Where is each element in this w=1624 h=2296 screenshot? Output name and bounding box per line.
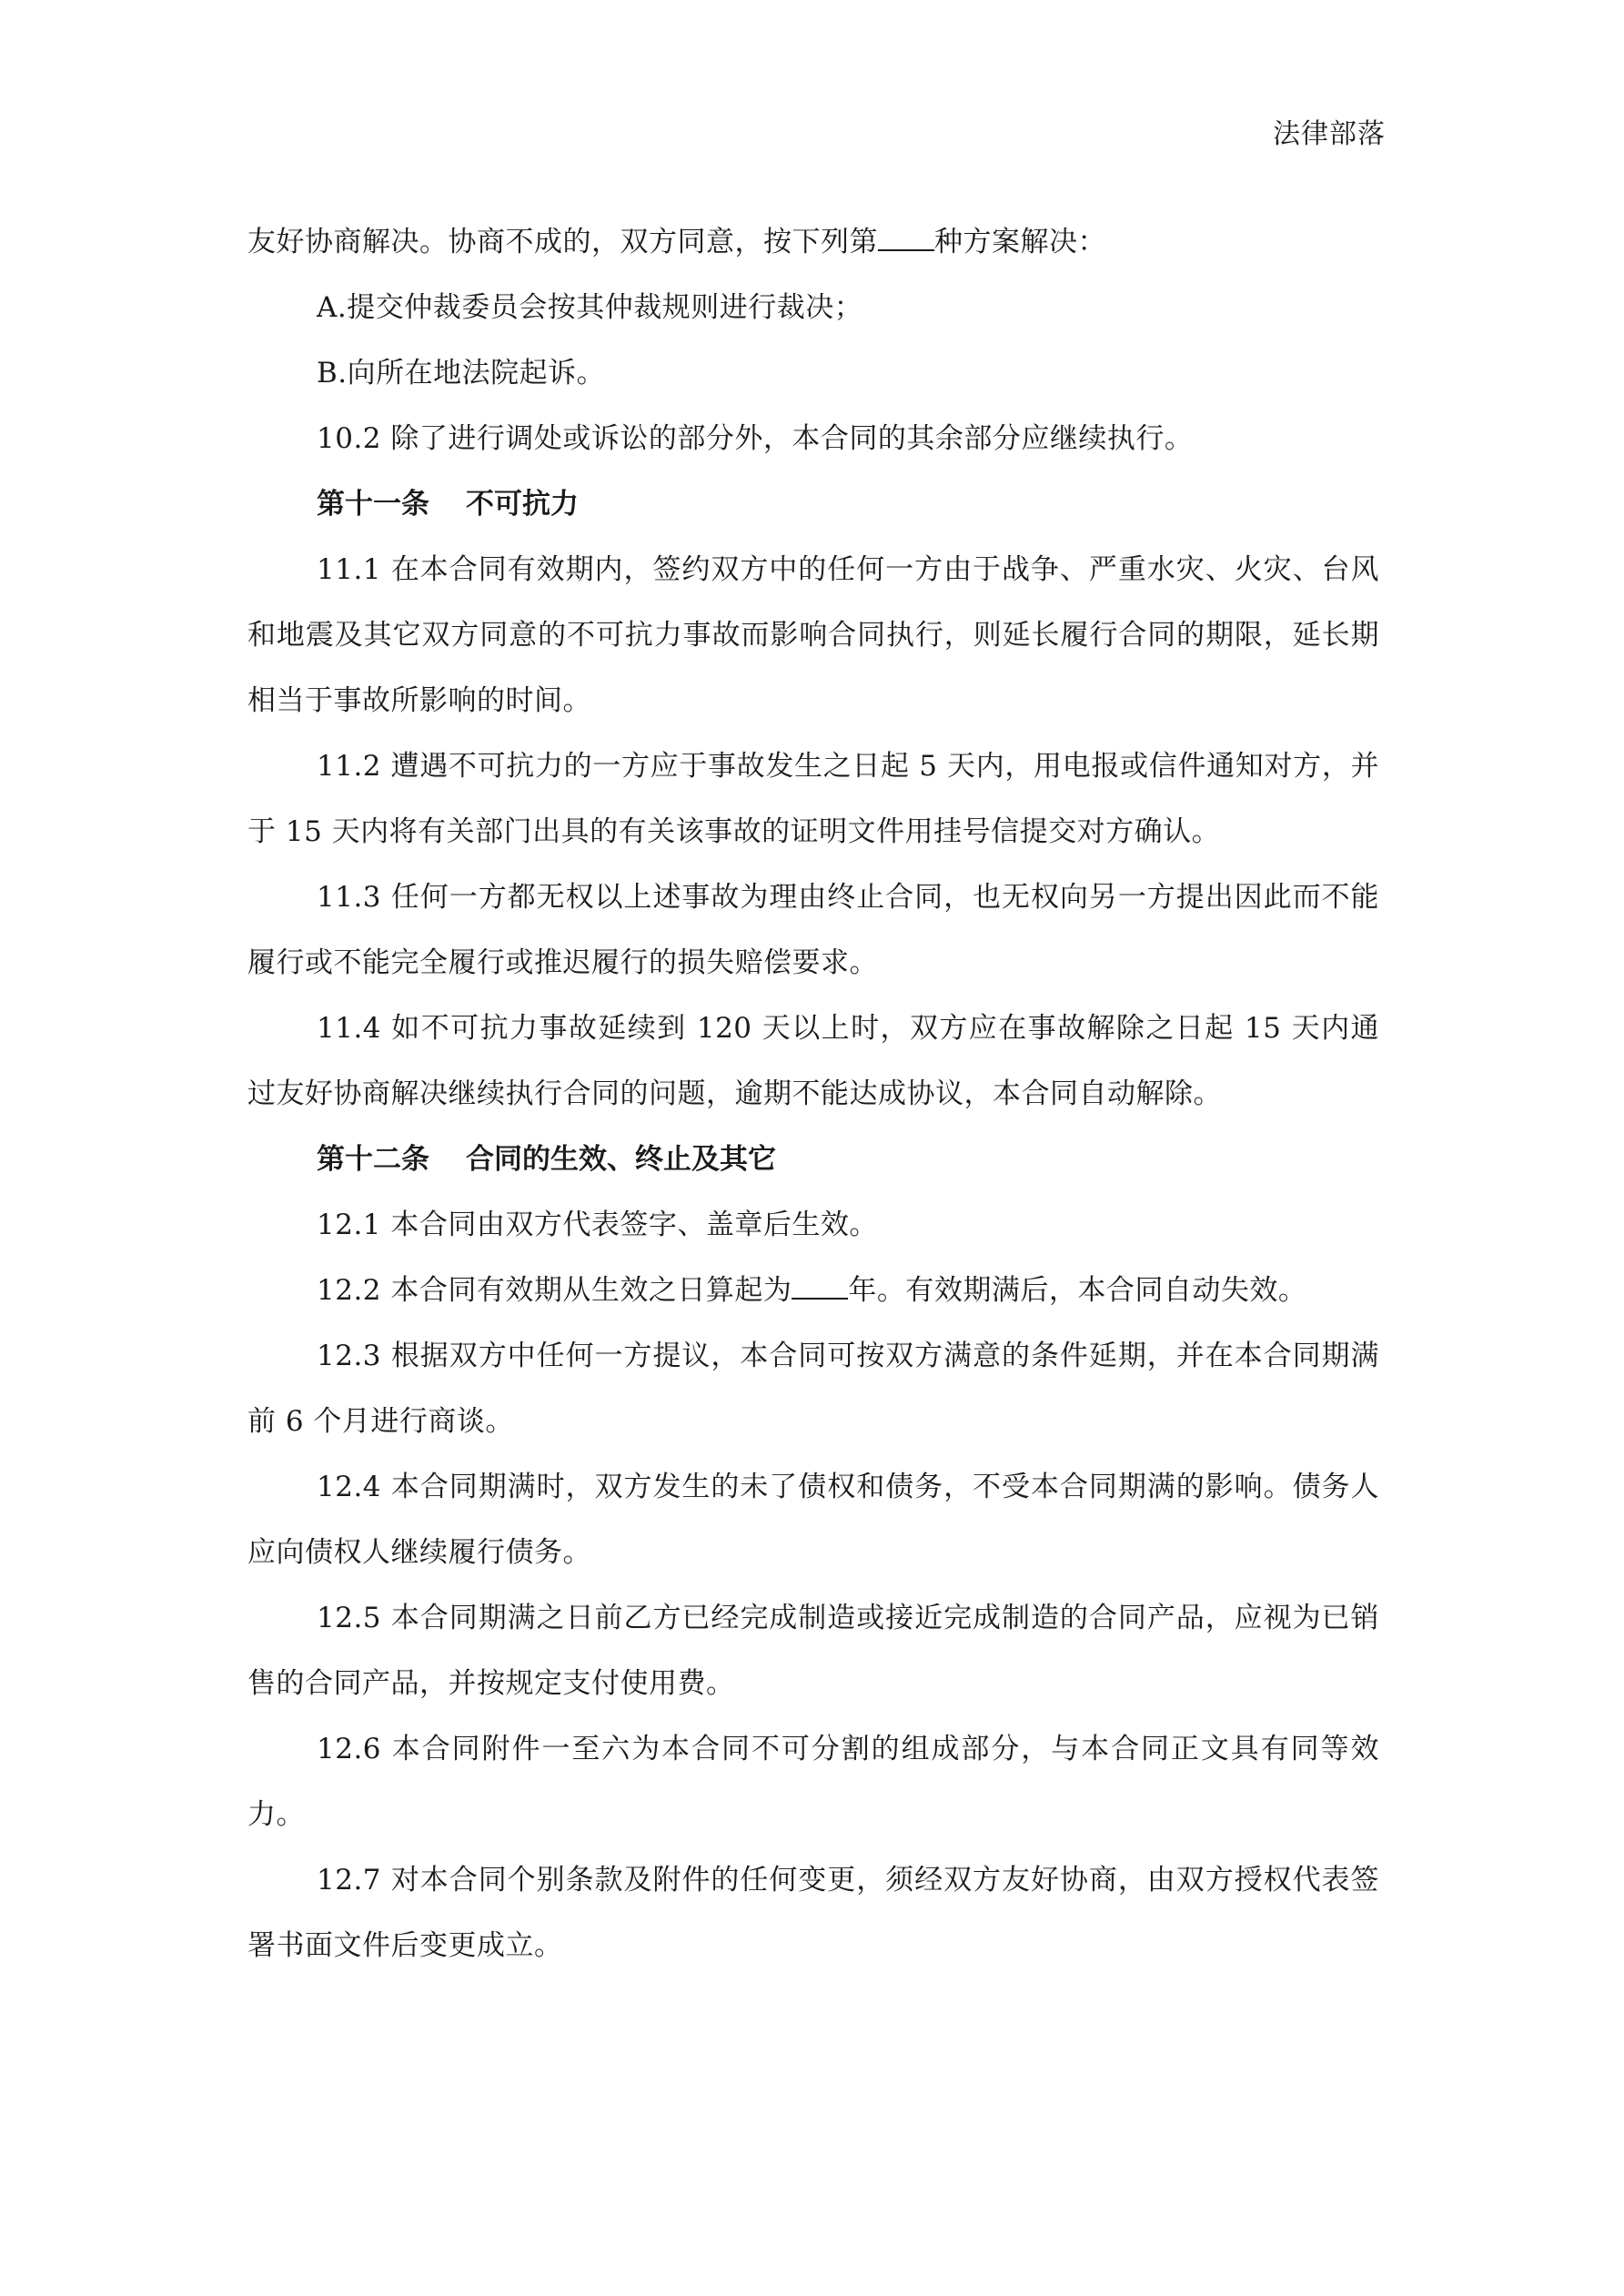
section-title: 不可抗力 bbox=[466, 488, 579, 521]
paragraph-text: 12.2 本合同有效期从生效之日算起为 bbox=[317, 1274, 792, 1307]
option-a: A.提交仲裁委员会按其仲裁规则进行裁决； bbox=[317, 291, 863, 324]
paragraph-dispute-resolution bbox=[247, 209, 1379, 275]
clause-12-3: 12.3 根据双方中任何一方提议，本合同可按双方满意的条件延期，并在本合同期满前 6 个月进行商谈。 bbox=[247, 1340, 1379, 1438]
option-b: B.向所在地法院起诉。 bbox=[317, 357, 606, 389]
fill-blank bbox=[878, 226, 934, 251]
clause-12-7: 12.7 对本合同个别条款及附件的任何变更，须经双方友好协商，由双方授权代表签署书面文件后变更成立。 bbox=[247, 1864, 1379, 1962]
header-brand: 法律部落 bbox=[1273, 118, 1386, 150]
clause-12-2 bbox=[247, 1258, 1379, 1323]
paragraph-text: 友好协商解决。协商不成的，双方同意，按下列第 bbox=[247, 226, 878, 258]
section-title: 合同的生效、终止及其它 bbox=[466, 1143, 776, 1176]
section-heading-12 bbox=[247, 1127, 1379, 1192]
clause-12-5: 12.5 本合同期满之日前乙方已经完成制造或接近完成制造的合同产品，应视为已销售的合同产品，并按规定支付使用费。 bbox=[247, 1602, 1379, 1700]
section-heading-11 bbox=[247, 471, 1379, 537]
section-number: 第十一条 bbox=[317, 488, 429, 521]
clause-11-3: 11.3 任何一方都无权以上述事故为理由终止合同，也无权向另一方提出因此而不能履行或不能完全履行或推迟履行的损失赔偿要求。 bbox=[247, 881, 1379, 979]
clause-11-1: 11.1 在本合同有效期内，签约双方中的任何一方由于战争、严重水灾、火灾、台风和地震及其它双方同意的不可抗力事故而影响合同执行，则延长履行合同的期限，延长期相当于事故所影响的时间。 bbox=[247, 553, 1379, 717]
paragraph-text: 年。有效期满后，本合同自动失效。 bbox=[848, 1274, 1307, 1307]
clause-12-1: 12.1 本合同由双方代表签字、盖章后生效。 bbox=[317, 1209, 878, 1241]
section-number: 第十二条 bbox=[317, 1143, 429, 1176]
document-body bbox=[247, 209, 1379, 1978]
clause-11-4: 11.4 如不可抗力事故延续到 120 天以上时，双方应在事故解除之日起 15 天内通过友好协商解决继续执行合同的问题，逾期不能达成协议，本合同自动解除。 bbox=[247, 1012, 1379, 1110]
clause-12-6: 12.6 本合同附件一至六为本合同不可分割的组成部分，与本合同正文具有同等效力。 bbox=[247, 1733, 1379, 1831]
clause-10-2: 10.2 除了进行调处或诉讼的部分外，本合同的其余部分应继续执行。 bbox=[317, 422, 1194, 455]
clause-12-4: 12.4 本合同期满时，双方发生的未了债权和债务，不受本合同期满的影响。债务人应向债权人继续履行债务。 bbox=[247, 1471, 1379, 1569]
clause-11-2: 11.2 遭遇不可抗力的一方应于事故发生之日起 5 天内，用电报或信件通知对方，并于 15 天内将有关部门出具的有关该事故的证明文件用挂号信提交对方确认。 bbox=[247, 750, 1379, 848]
paragraph-text: 种方案解决： bbox=[934, 226, 1106, 258]
fill-blank bbox=[792, 1274, 848, 1300]
